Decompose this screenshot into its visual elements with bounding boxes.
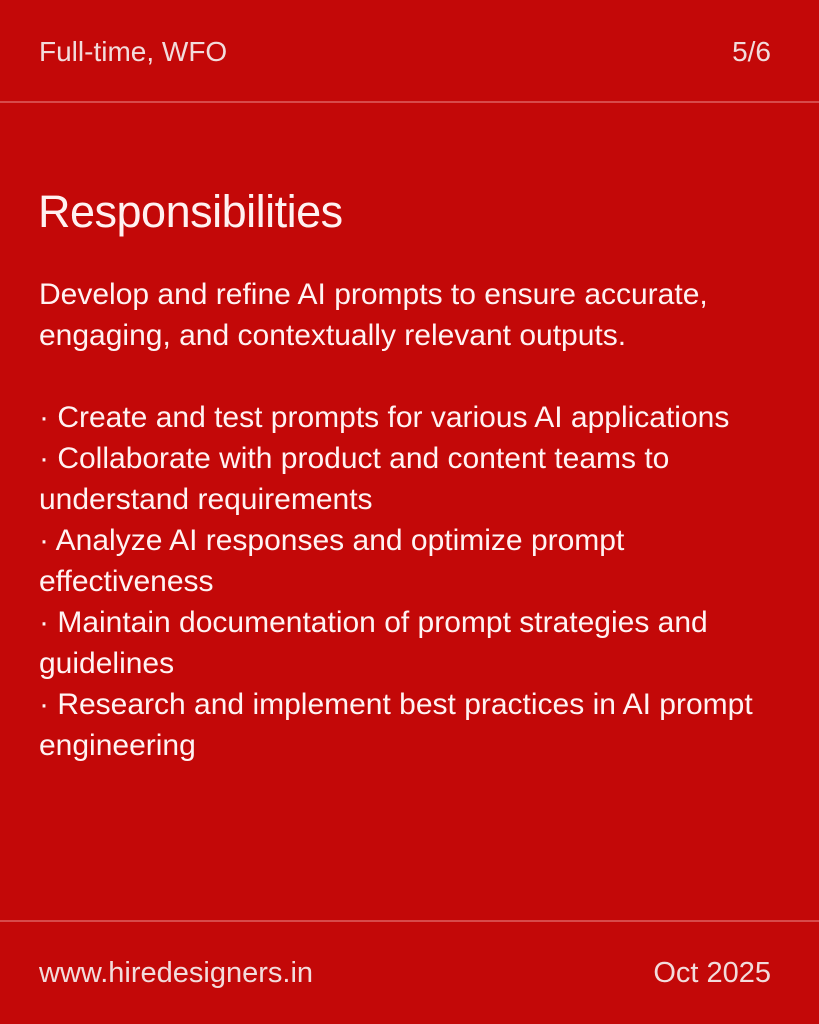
footer bbox=[39, 950, 771, 996]
list-item: · Maintain documentation of prompt strategies and guidelines bbox=[39, 606, 708, 680]
intro-paragraph: Develop and refine AI prompts to ensure accurate, engaging, and contextually relevant outputs. bbox=[39, 278, 708, 352]
list-item: · Analyze AI responses and optimize prompt effectiveness bbox=[39, 524, 625, 598]
job-type-label: Full-time, WFO bbox=[39, 36, 228, 67]
list-item: · Research and implement best practices in AI prompt engineering bbox=[39, 688, 753, 762]
list-item: · Collaborate with product and content teams to understand requirements bbox=[39, 442, 670, 516]
top-divider bbox=[0, 101, 819, 103]
date-label: Oct 2025 bbox=[653, 956, 771, 989]
list-item: · Create and test prompts for various AI applications bbox=[39, 401, 730, 434]
responsibilities-list bbox=[39, 397, 779, 766]
page-indicator: 5/6 bbox=[732, 36, 771, 67]
bottom-divider bbox=[0, 920, 819, 922]
header bbox=[39, 32, 771, 72]
responsibilities-content bbox=[39, 274, 779, 766]
website-link[interactable]: www.hiredesigners.in bbox=[39, 956, 314, 989]
section-title: Responsibilities bbox=[38, 186, 343, 237]
